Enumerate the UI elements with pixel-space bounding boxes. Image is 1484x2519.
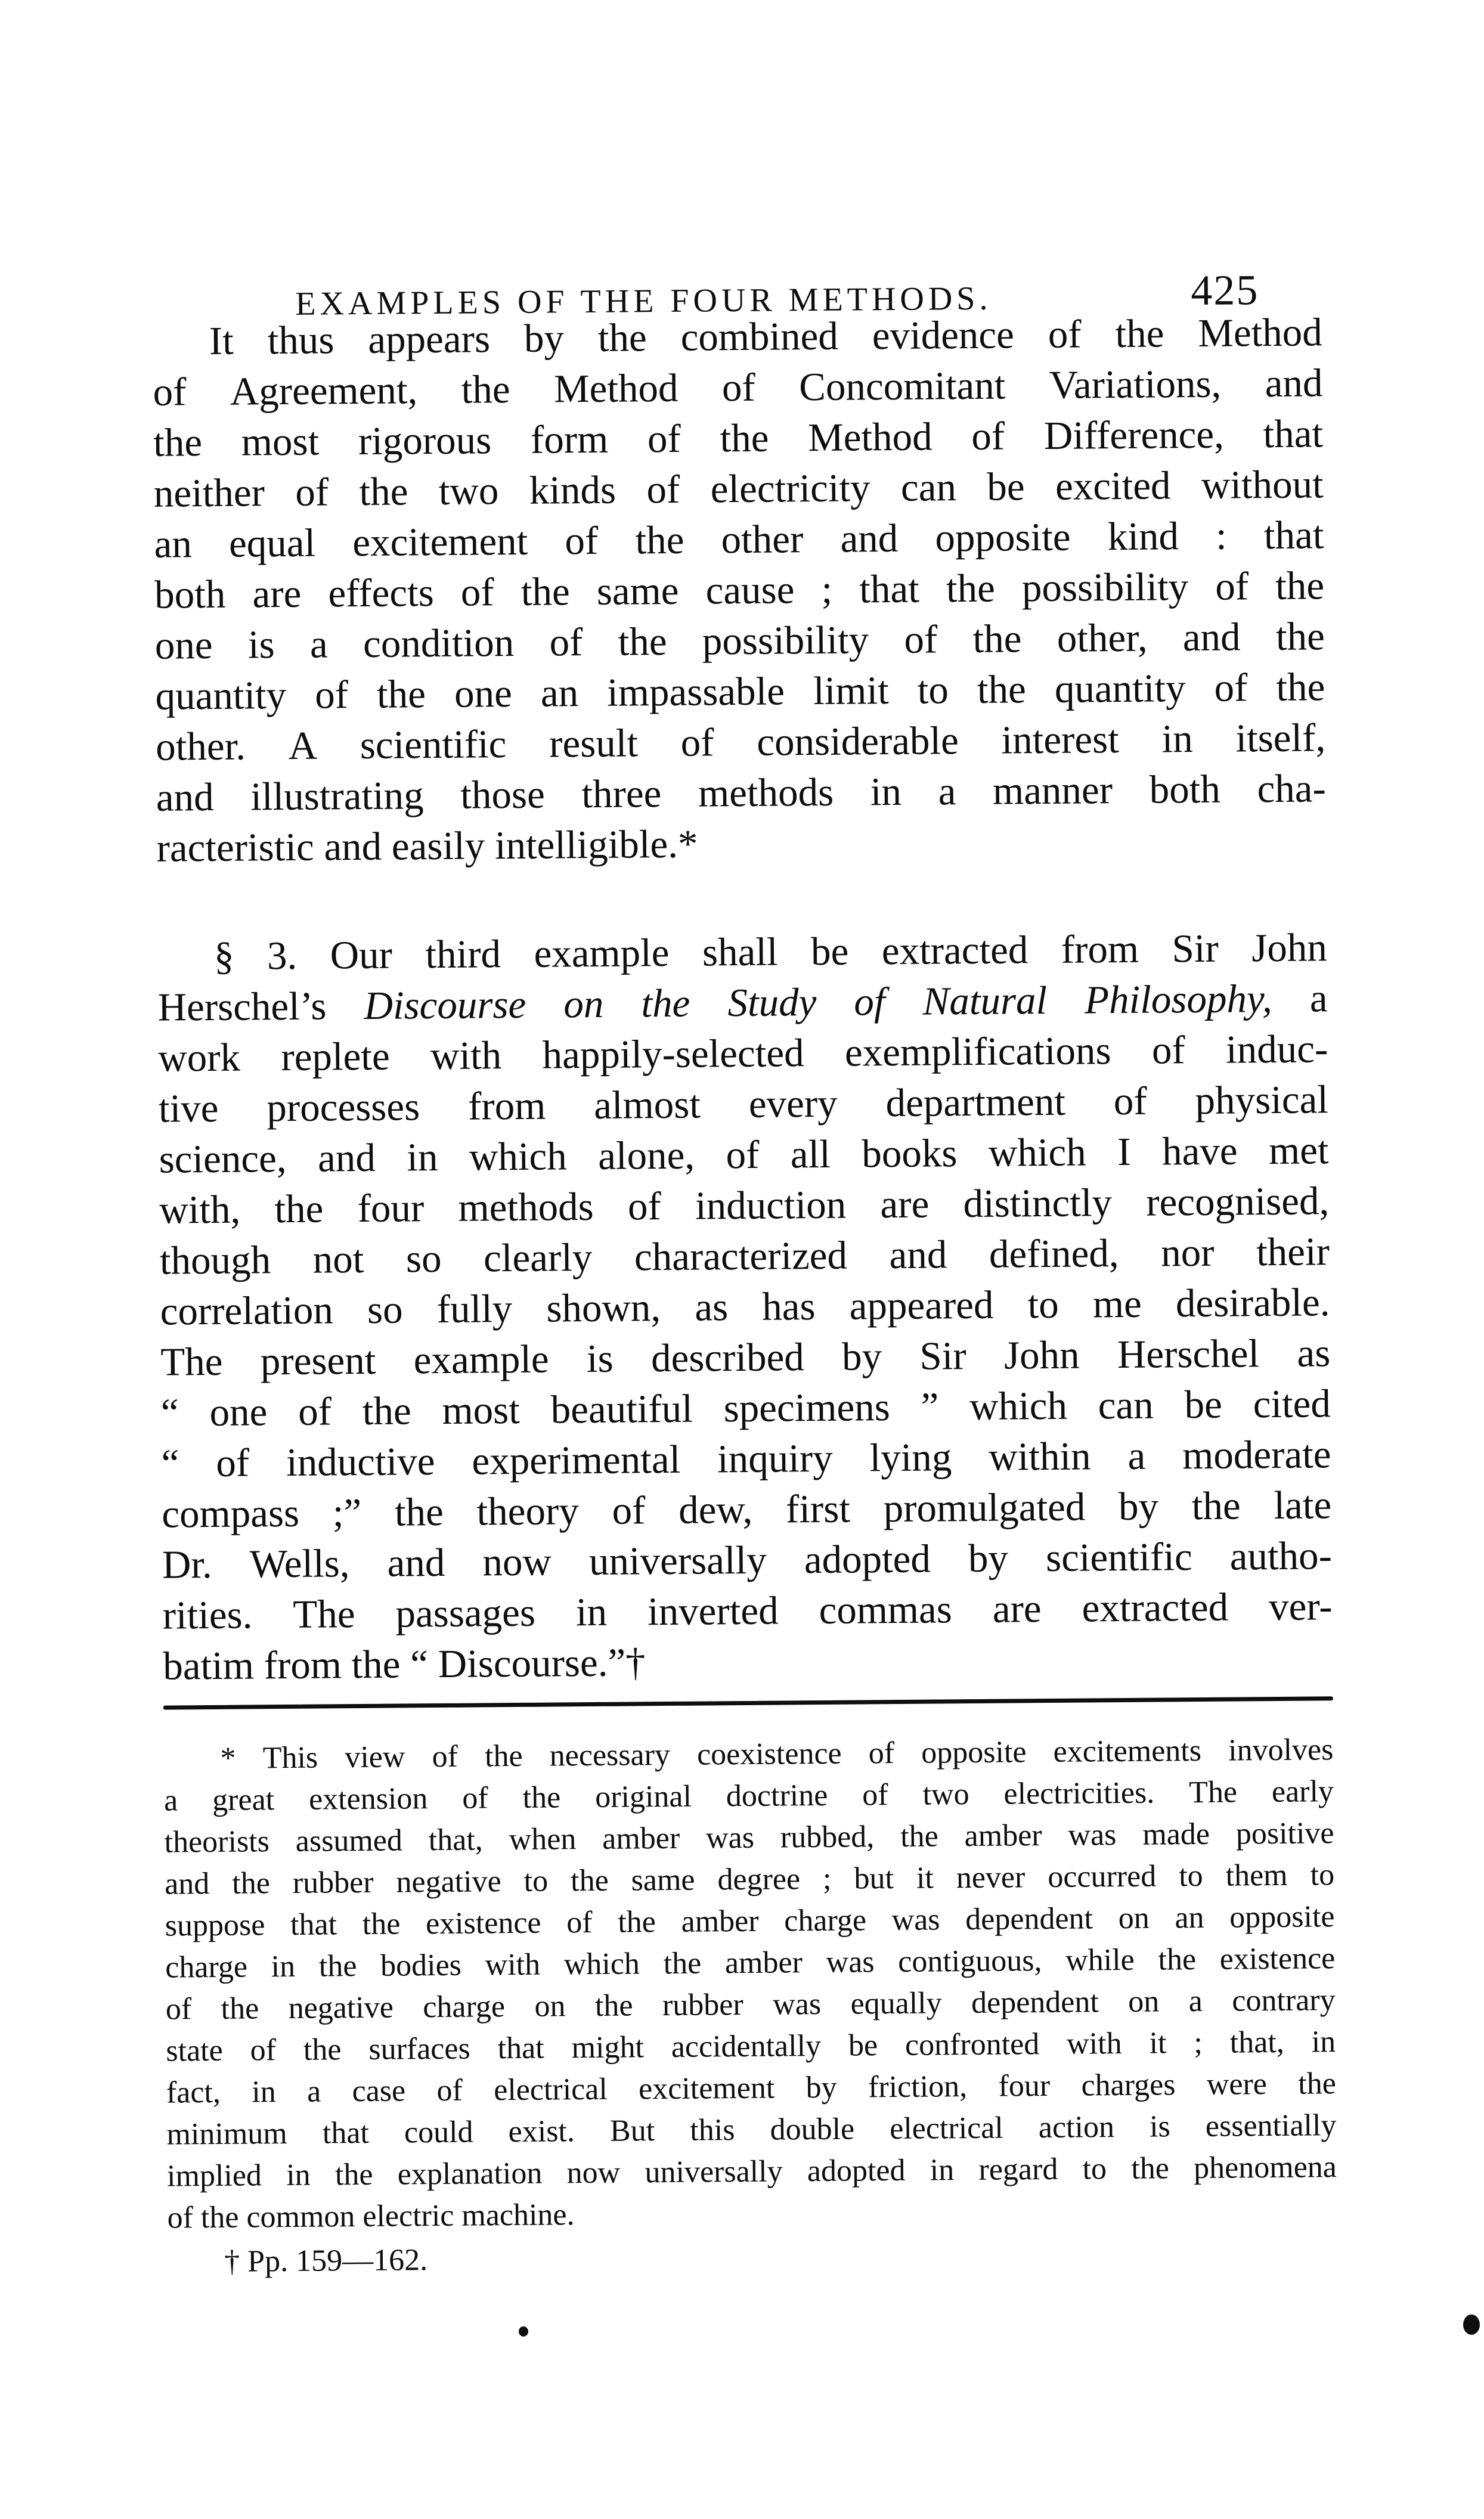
text-line: of the common electric machine. [167, 2198, 575, 2235]
text-line: work replete with happily-selected exemplifications of induc- [158, 1027, 1328, 1080]
running-header-title: EXAMPLES OF THE FOUR METHODS. [295, 280, 992, 323]
text-line: “ of inductive experimental inquiry lying within a moderate [161, 1432, 1331, 1486]
text-line: tive processes from almost every department of physical [158, 1077, 1329, 1131]
text-line: theorists assumed that, when amber was rubbed, the amber was made positive [164, 1816, 1334, 1860]
text-line: Dr. Wells, and now universally adopted by scientific autho- [162, 1533, 1333, 1587]
text-line: of Agreement, the Method of Concomitant Variations, and [153, 361, 1323, 414]
text-line: quantity of the one an impassable limit to the quantity of the [155, 665, 1325, 718]
text-line: with, the four methods of induction are distinctly recognised, [159, 1179, 1330, 1232]
text-line: of the negative charge on the rubber was equally dependent on a contrary [165, 1983, 1336, 2027]
paragraph-section-3 [157, 922, 1333, 1691]
text-line: and the rubber negative to the same degree ; but it never occurred to them to [164, 1858, 1335, 1901]
text-line: minimum that could exist. But this double electrical action is essentially [166, 2108, 1337, 2152]
text-line: Herschel’s Discourse on the Study of Natural Philosophy, a [157, 976, 1328, 1030]
text-line: * This view of the necessary coexistence of opposite excitements involves [220, 1733, 1334, 1776]
text-line: suppose that the existence of the amber charge was dependent on an opposite [165, 1900, 1335, 1943]
text-line: state of the surfaces that might accidentally be confronted with it ; that, in [166, 2025, 1336, 2068]
footnote-text [163, 1729, 1337, 2239]
text-line: science, and in which alone, of all books which I have met [159, 1128, 1329, 1182]
text-line: compass ;” the theory of dew, first promulgated by the late [162, 1483, 1332, 1536]
text-line: implied in the explanation now universally adopted in regard to the phenomena [166, 2150, 1337, 2193]
text-line: The present example is described by Sir John Herschel as [160, 1331, 1331, 1384]
running-header [0, 0, 1474, 323]
text-line: neither of the two kinds of electricity can be excited without [153, 462, 1324, 516]
text-line: racteristic and easily intelligible.* [156, 822, 698, 870]
text-line: correlation so fully shown, as has appeared to me desirable. [160, 1280, 1330, 1334]
text-line: a great extension of the original doctrine of two electricities. The early [163, 1774, 1334, 1818]
text-line: rities. The passages in inverted commas are extracted ver- [162, 1584, 1333, 1638]
text-line: “ one of the most beautiful specimens ” which can be cited [160, 1381, 1331, 1435]
footnote-reference: † Pp. 159—162. [224, 2243, 428, 2279]
text-line: an equal excitement of the other and opposite kind : that [154, 513, 1324, 566]
text-line: and illustrating those three methods in a manner both cha- [156, 766, 1327, 820]
paragraph-combined-evidence [153, 307, 1327, 873]
footnote-separator-rule [163, 1696, 1333, 1709]
page-number: 425 [1190, 266, 1259, 315]
ink-blot-large [1463, 2314, 1480, 2335]
text-line: the most rigorous form of the Method of Difference, that [153, 411, 1324, 465]
text-line: though not so clearly characterized and defined, nor their [159, 1229, 1330, 1283]
ink-blot-small [519, 2326, 528, 2337]
text-line: other. A scientific result of considerable interest in itself, [155, 715, 1326, 769]
text-line: fact, in a case of electrical excitement by friction, four charges were the [166, 2066, 1337, 2110]
text-line: both are effects of the same cause ; that the possibility of the [154, 563, 1325, 617]
text-line: one is a condition of the possibility of the other, and the [154, 614, 1325, 668]
text-line: charge in the bodies with which the amber was contiguous, while the existence [165, 1941, 1336, 1985]
text-line: § 3. Our third example shall be extracted from Sir John [213, 925, 1328, 978]
text-line: It thus appears by the combined evidence of the Method [209, 310, 1323, 363]
text-line: batim from the “ Discourse.”† [163, 1640, 646, 1688]
